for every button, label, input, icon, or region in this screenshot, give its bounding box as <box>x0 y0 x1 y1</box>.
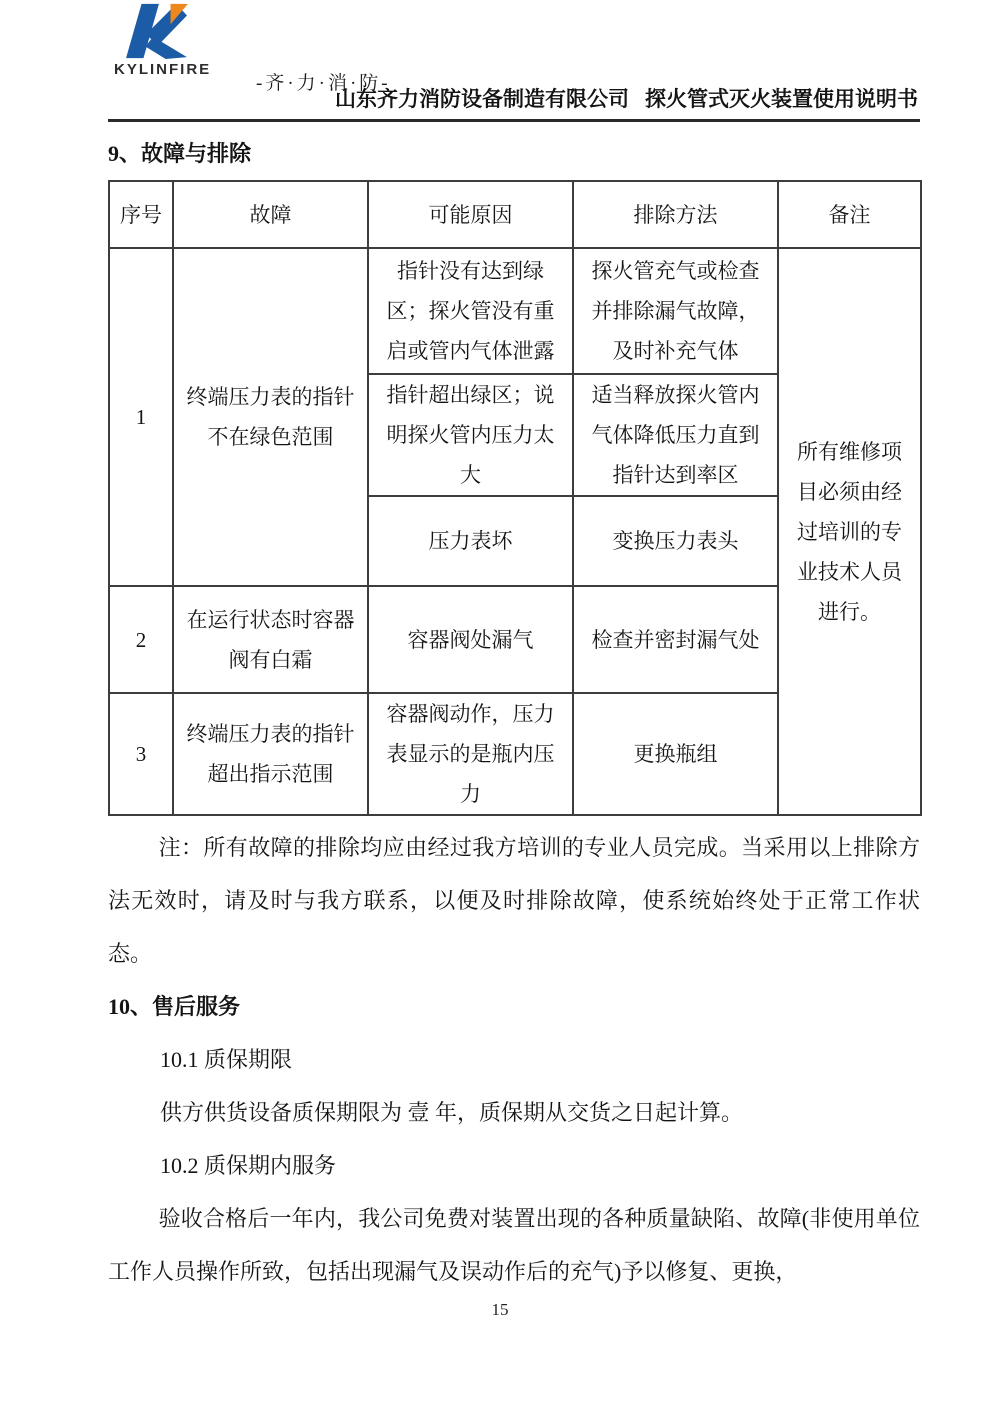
cell-method: 适当释放探火管内气体降低压力直到指针达到率区 <box>573 374 778 496</box>
brand-tagline: -齐·力·消·防- <box>256 73 391 94</box>
subsection-10-1-body: 供方供货设备质保期限为 壹 年，质保期从交货之日起计算。 <box>160 1100 744 1125</box>
table-row <box>109 248 921 374</box>
cell-no-1: 1 <box>109 248 173 586</box>
cell-cause: 容器阀处漏气 <box>368 586 573 693</box>
cell-remark: 所有维修项目必须由经过培训的专业技术人员进行。 <box>778 248 921 815</box>
subsection-10-2-body: 验收合格后一年内，我公司免费对装置出现的各种质量缺陷、故障(非使用单位工作人员操作所致，包括出现漏气及误动作后的充气)予以修复、更换， <box>108 1206 920 1284</box>
cell-method: 变换压力表头 <box>573 496 778 586</box>
col-header-fault: 故障 <box>173 181 368 248</box>
document-title: 探火管式灭火装置使用说明书 <box>645 87 918 111</box>
page-header <box>108 0 920 122</box>
cell-cause: 指针超出绿区；说明探火管内压力太大 <box>368 374 573 496</box>
company-name: 山东齐力消防设备制造有限公司 <box>335 87 629 111</box>
kylinfire-logo-icon <box>126 2 188 60</box>
table-header-row <box>109 181 921 248</box>
brand-logo <box>114 2 239 78</box>
cell-fault-1: 终端压力表的指针不在绿色范围 <box>173 248 368 586</box>
section-9-heading: 9、故障与排除 <box>108 141 252 166</box>
brand-name: KYLINFIRE <box>114 61 212 78</box>
cell-fault-2: 在运行状态时容器阀有白霜 <box>173 586 368 693</box>
col-header-remark: 备注 <box>778 181 921 248</box>
subsection-10-2-heading: 10.2 质保期内服务 <box>160 1153 337 1178</box>
col-header-method: 排除方法 <box>573 181 778 248</box>
cell-no-3: 3 <box>109 693 173 815</box>
cell-method: 检查并密封漏气处 <box>573 586 778 693</box>
cell-cause: 容器阀动作，压力表显示的是瓶内压力 <box>368 693 573 815</box>
subsection-10-1-heading: 10.1 质保期限 <box>160 1047 293 1072</box>
page-number: 15 <box>491 1300 509 1319</box>
col-header-cause: 可能原因 <box>368 181 573 248</box>
cell-cause: 压力表坏 <box>368 496 573 586</box>
section-9-note: 注：所有故障的排除均应由经过我方培训的专业人员完成。当采用以上排除方法无效时，请及时与我方联系，以便及时排除故障，使系统始终处于正常工作状态。 <box>108 835 920 966</box>
col-header-no: 序号 <box>109 181 173 248</box>
cell-cause: 指针没有达到绿区；探火管没有重启或管内气体泄露 <box>368 248 573 374</box>
cell-method: 探火管充气或检查并排除漏气故障，及时补充气体 <box>573 248 778 374</box>
section-10-heading: 10、售后服务 <box>108 994 241 1019</box>
troubleshooting-table <box>108 180 922 816</box>
cell-method: 更换瓶组 <box>573 693 778 815</box>
cell-no-2: 2 <box>109 586 173 693</box>
cell-fault-3: 终端压力表的指针超出指示范围 <box>173 693 368 815</box>
